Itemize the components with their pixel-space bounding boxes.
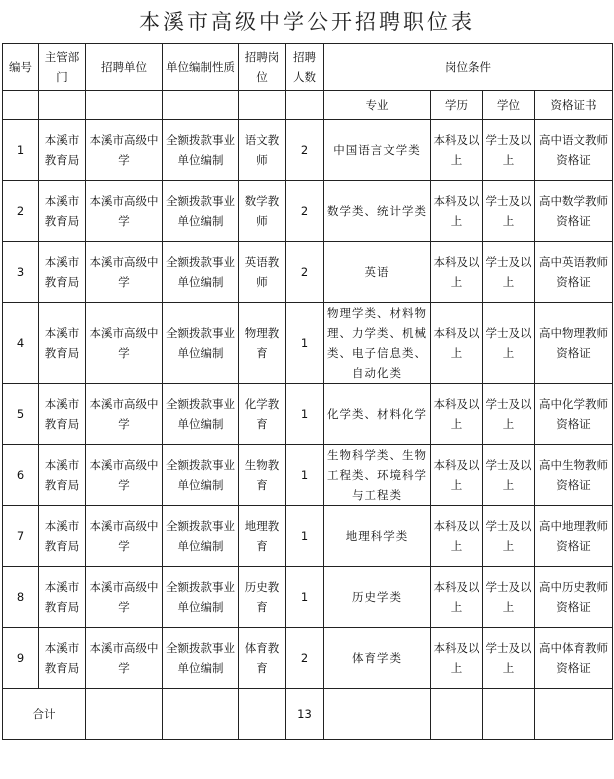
header-conditions: 岗位条件 [324,44,613,91]
cell-edu: 本科及以上 [431,242,483,303]
blank-cell [535,689,613,740]
cell-unit: 本溪市高级中学 [86,445,163,506]
cell-count: 1 [286,384,324,445]
cell-cert: 高中生物教师资格证 [535,445,613,506]
cell-major: 生物科学类、生物工程类、环境科学与工程类 [324,445,431,506]
cell-unit: 本溪市高级中学 [86,628,163,689]
blank-cell [3,91,39,120]
cell-unit: 本溪市高级中学 [86,303,163,384]
table-row [3,384,613,445]
cell-dept: 本溪市教育局 [39,242,86,303]
cell-post: 英语教师 [239,242,286,303]
cell-no: 1 [3,120,39,181]
cell-no: 6 [3,445,39,506]
cell-cert: 高中物理教师资格证 [535,303,613,384]
cell-nature: 全额拨款事业单位编制 [163,181,239,242]
cell-unit: 本溪市高级中学 [86,181,163,242]
blank-cell [163,689,239,740]
blank-cell [239,91,286,120]
cell-degree: 学士及以上 [483,506,535,567]
blank-cell [431,689,483,740]
cell-post: 地理教育 [239,506,286,567]
table-row [3,181,613,242]
cell-post: 历史教育 [239,567,286,628]
cell-dept: 本溪市教育局 [39,120,86,181]
cell-cert: 高中英语教师资格证 [535,242,613,303]
cell-unit: 本溪市高级中学 [86,242,163,303]
cell-nature: 全额拨款事业单位编制 [163,303,239,384]
cell-dept: 本溪市教育局 [39,303,86,384]
cell-dept: 本溪市教育局 [39,506,86,567]
header-row [3,44,613,91]
total-label: 合计 [3,689,86,740]
table-row [3,120,613,181]
cell-no: 2 [3,181,39,242]
total-row [3,689,613,740]
cell-no: 4 [3,303,39,384]
header-edu: 学历 [431,91,483,120]
table-row [3,628,613,689]
cell-count: 1 [286,567,324,628]
cell-nature: 全额拨款事业单位编制 [163,567,239,628]
cell-count: 1 [286,303,324,384]
cell-major: 化学类、材料化学 [324,384,431,445]
cell-degree: 学士及以上 [483,181,535,242]
cell-edu: 本科及以上 [431,567,483,628]
cell-degree: 学士及以上 [483,303,535,384]
cell-nature: 全额拨款事业单位编制 [163,242,239,303]
blank-cell [286,91,324,120]
cell-no: 7 [3,506,39,567]
cell-major: 体育学类 [324,628,431,689]
cell-count: 2 [286,628,324,689]
blank-cell [163,91,239,120]
blank-cell [39,91,86,120]
cell-dept: 本溪市教育局 [39,445,86,506]
cell-dept: 本溪市教育局 [39,384,86,445]
cell-unit: 本溪市高级中学 [86,567,163,628]
cell-no: 3 [3,242,39,303]
subheader-row [3,91,613,120]
cell-dept: 本溪市教育局 [39,181,86,242]
cell-post: 生物教育 [239,445,286,506]
recruitment-table [2,43,613,740]
cell-count: 1 [286,506,324,567]
cell-cert: 高中化学教师资格证 [535,384,613,445]
cell-edu: 本科及以上 [431,628,483,689]
cell-degree: 学士及以上 [483,567,535,628]
cell-post: 语文教师 [239,120,286,181]
cell-count: 2 [286,120,324,181]
cell-dept: 本溪市教育局 [39,628,86,689]
cell-count: 2 [286,242,324,303]
header-degree: 学位 [483,91,535,120]
cell-post: 化学教育 [239,384,286,445]
cell-edu: 本科及以上 [431,303,483,384]
cell-degree: 学士及以上 [483,242,535,303]
cell-unit: 本溪市高级中学 [86,120,163,181]
table-row [3,303,613,384]
cell-count: 1 [286,445,324,506]
cell-no: 5 [3,384,39,445]
table-row [3,242,613,303]
cell-edu: 本科及以上 [431,384,483,445]
cell-unit: 本溪市高级中学 [86,384,163,445]
header-count: 招聘人数 [286,44,324,91]
cell-cert: 高中数学教师资格证 [535,181,613,242]
header-nature: 单位编制性质 [163,44,239,91]
cell-post: 数学教师 [239,181,286,242]
cell-nature: 全额拨款事业单位编制 [163,506,239,567]
cell-no: 8 [3,567,39,628]
cell-no: 9 [3,628,39,689]
cell-cert: 高中语文教师资格证 [535,120,613,181]
header-post: 招聘岗位 [239,44,286,91]
blank-cell [86,91,163,120]
header-dept: 主管部门 [39,44,86,91]
cell-cert: 高中历史教师资格证 [535,567,613,628]
cell-major: 地理科学类 [324,506,431,567]
cell-edu: 本科及以上 [431,181,483,242]
cell-major: 历史学类 [324,567,431,628]
cell-major: 英语 [324,242,431,303]
table-row [3,567,613,628]
cell-nature: 全额拨款事业单位编制 [163,628,239,689]
cell-major: 中国语言文学类 [324,120,431,181]
table-row [3,445,613,506]
cell-dept: 本溪市教育局 [39,567,86,628]
cell-degree: 学士及以上 [483,120,535,181]
cell-edu: 本科及以上 [431,120,483,181]
cell-post: 体育教育 [239,628,286,689]
cell-edu: 本科及以上 [431,445,483,506]
blank-cell [483,689,535,740]
cell-nature: 全额拨款事业单位编制 [163,384,239,445]
cell-degree: 学士及以上 [483,384,535,445]
blank-cell [86,689,163,740]
cell-edu: 本科及以上 [431,506,483,567]
header-no: 编号 [3,44,39,91]
header-cert: 资格证书 [535,91,613,120]
cell-cert: 高中地理教师资格证 [535,506,613,567]
blank-cell [239,689,286,740]
cell-unit: 本溪市高级中学 [86,506,163,567]
total-count: 13 [286,689,324,740]
cell-cert: 高中体育教师资格证 [535,628,613,689]
cell-nature: 全额拨款事业单位编制 [163,120,239,181]
table-row [3,506,613,567]
header-major: 专业 [324,91,431,120]
cell-major: 数学类、统计学类 [324,181,431,242]
cell-major: 物理学类、材料物理、力学类、机械类、电子信息类、自动化类 [324,303,431,384]
blank-cell [324,689,431,740]
cell-degree: 学士及以上 [483,445,535,506]
cell-count: 2 [286,181,324,242]
cell-nature: 全额拨款事业单位编制 [163,445,239,506]
cell-degree: 学士及以上 [483,628,535,689]
cell-post: 物理教育 [239,303,286,384]
header-unit: 招聘单位 [86,44,163,91]
page-title: 本溪市高级中学公开招聘职位表 [139,10,475,34]
